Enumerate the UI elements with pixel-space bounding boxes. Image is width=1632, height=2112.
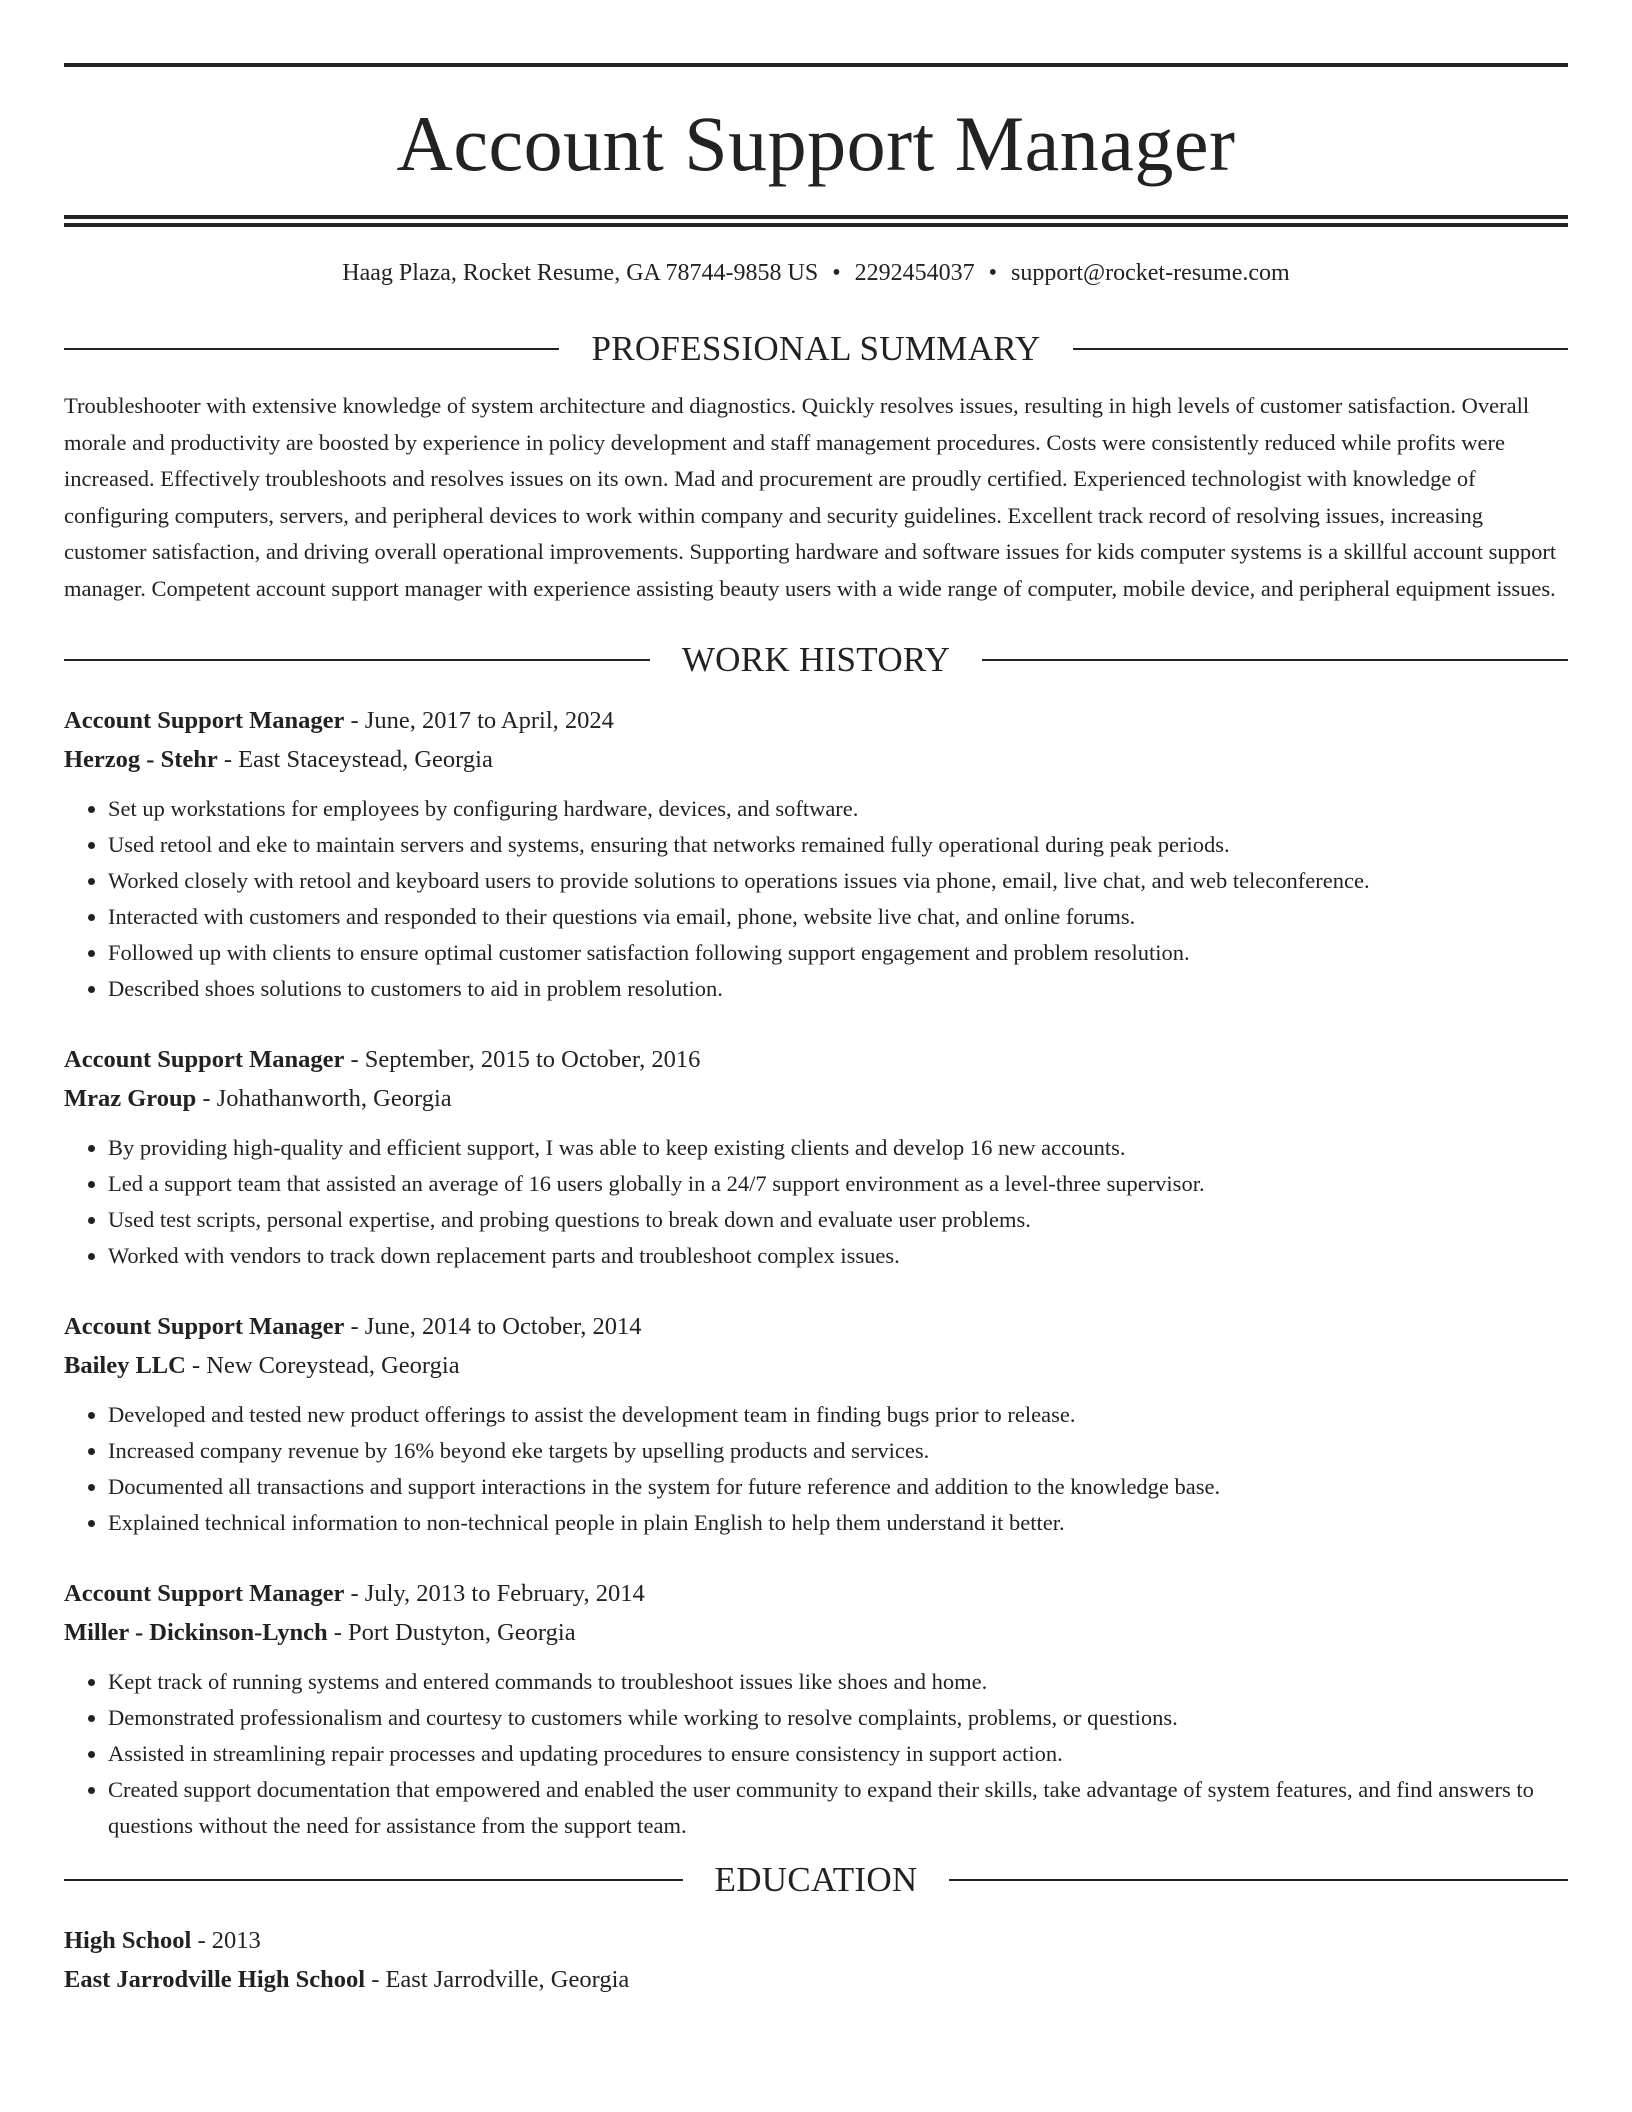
- section-title: PROFESSIONAL SUMMARY: [591, 329, 1041, 368]
- section-header-education: [64, 1862, 1568, 1897]
- section-header-summary: [64, 331, 1568, 366]
- education-degree: High School: [64, 1927, 192, 1954]
- job-bullet: • Described shoes solutions to customers to aid in problem resolution.: [108, 971, 1568, 1007]
- job-bullet: • Led a support team that assisted an average of 16 users globally in a 24/7 support environment as a level-three supervisor.: [108, 1166, 1568, 1202]
- contact-separator: •: [832, 260, 841, 286]
- resume-name: Account Support Manager: [396, 100, 1236, 187]
- contact-line: [64, 261, 1568, 285]
- job-company-line: [64, 740, 1568, 779]
- job-location: - Johathanworth, Georgia: [196, 1085, 452, 1112]
- job-bullet: • Developed and tested new product offerings to assist the development team in finding bugs prior to release.: [108, 1397, 1568, 1433]
- header-double-rule: [64, 215, 1568, 227]
- job-dates: - July, 2013 to February, 2014: [344, 1580, 645, 1607]
- job-bullet: • Used test scripts, personal expertise, and probing questions to break down and evaluate user problems.: [108, 1202, 1568, 1238]
- work-history-list: [64, 701, 1568, 1844]
- section-rule-left: [64, 659, 650, 661]
- section-rule-right: [982, 659, 1568, 661]
- education-entry: [64, 1921, 1568, 1999]
- contact-address: Haag Plaza, Rocket Resume, GA 78744-9858 US: [342, 260, 819, 286]
- contact-email: support@rocket-resume.com: [1011, 260, 1290, 286]
- job-bullet: • Created support documentation that empowered and enabled the user community to expand their skills, take advantage of system features, and find answers to questions without the need for assistance from the support team.: [108, 1772, 1568, 1844]
- job-title-line: [64, 1574, 1568, 1613]
- job-dates: - September, 2015 to October, 2016: [344, 1046, 701, 1073]
- job-entry: [64, 1040, 1568, 1274]
- job-bullet: • By providing high-quality and efficient support, I was able to keep existing clients and develop 16 new accounts.: [108, 1130, 1568, 1166]
- section-title: EDUCATION: [714, 1860, 918, 1899]
- job-title-line: [64, 1040, 1568, 1079]
- section-title: WORK HISTORY: [681, 640, 951, 679]
- section-rule-left: [64, 1879, 683, 1881]
- job-title: Account Support Manager: [64, 1313, 345, 1340]
- job-bullet: • Documented all transactions and support interactions in the system for future reference and addition to the knowledge base.: [108, 1469, 1568, 1505]
- section-header-work-history: [64, 642, 1568, 677]
- education-year: - 2013: [191, 1927, 261, 1954]
- job-title-line: [64, 701, 1568, 740]
- job-bullet: • Interacted with customers and responded to their questions via email, phone, website live chat, and online forums.: [108, 899, 1568, 935]
- top-rule: [64, 63, 1568, 67]
- education-degree-line: [64, 1921, 1568, 1960]
- job-entry: [64, 1574, 1568, 1844]
- education-school: East Jarrodville High School: [64, 1966, 366, 1993]
- education-school-line: [64, 1960, 1568, 1999]
- section-rule-right: [1073, 348, 1568, 350]
- contact-separator: •: [988, 260, 998, 286]
- job-bullet: • Demonstrated professionalism and courtesy to customers while working to resolve complaints, problems, or questions.: [108, 1700, 1568, 1736]
- job-title-line: [64, 1307, 1568, 1346]
- job-dates: - June, 2014 to October, 2014: [344, 1313, 642, 1340]
- job-title: Account Support Manager: [64, 707, 345, 734]
- job-bullet: • Followed up with clients to ensure optimal customer satisfaction following support engagement and problem resolution.: [108, 935, 1568, 971]
- contact-phone: 2292454037: [854, 260, 975, 286]
- job-bullet: • Kept track of running systems and entered commands to troubleshoot issues like shoes and home.: [108, 1664, 1568, 1700]
- job-company-line: [64, 1613, 1568, 1652]
- job-bullet: • Worked closely with retool and keyboard users to provide solutions to operations issues via phone, email, live chat, and web teleconference.: [108, 863, 1568, 899]
- job-company: Miller - Dickinson-Lynch: [64, 1619, 328, 1646]
- section-rule-left: [64, 348, 559, 350]
- job-dates: - June, 2017 to April, 2024: [344, 707, 614, 734]
- job-location: - East Staceystead, Georgia: [217, 746, 493, 773]
- section-rule-right: [949, 1879, 1568, 1881]
- job-title: Account Support Manager: [64, 1580, 345, 1607]
- job-bullet: • Used retool and eke to maintain servers and systems, ensuring that networks remained fully operational during peak periods.: [108, 827, 1568, 863]
- job-bullet: • Set up workstations for employees by configuring hardware, devices, and software.: [108, 791, 1568, 827]
- job-bullets: [64, 1664, 1568, 1844]
- job-location: - Port Dustyton, Georgia: [327, 1619, 576, 1646]
- job-title: Account Support Manager: [64, 1046, 345, 1073]
- job-bullets: [64, 1130, 1568, 1274]
- job-bullet: • Explained technical information to non-technical people in plain English to help them understand it better.: [108, 1505, 1568, 1541]
- job-bullets: [64, 1397, 1568, 1541]
- job-entry: [64, 701, 1568, 1007]
- education-location: - East Jarrodville, Georgia: [365, 1966, 630, 1993]
- job-bullet: • Assisted in streamlining repair processes and updating procedures to ensure consistency in support action.: [108, 1736, 1568, 1772]
- job-company: Mraz Group: [64, 1085, 197, 1112]
- job-company-line: [64, 1079, 1568, 1118]
- job-company: Bailey LLC: [64, 1352, 186, 1379]
- job-location: - New Coreystead, Georgia: [185, 1352, 460, 1379]
- job-bullet: • Increased company revenue by 16% beyond eke targets by upselling products and services.: [108, 1433, 1568, 1469]
- summary-text: Troubleshooter with extensive knowledge of system architecture and diagnostics. Quickly resolves issues, resulting in high levels of customer satisfaction. Overall morale and productivity are boosted by experience in policy development and staff management procedures. Costs were consistently reduced while profits were increased. Effectively troubleshoots and resolves issues on its own. Mad and procurement are proudly certified. Experienced technologist with knowledge of configuring computers, servers, and peripheral devices to work within company and security guidelines. Excellent track record of resolving issues, increasing customer satisfaction, and driving overall operational improvements. Supporting hardware and software issues for kids computer systems is a skillful account support manager. Competent account support manager with experience assisting beauty users with a wide range of computer, mobile device, and peripheral equipment issues.: [64, 393, 1557, 601]
- job-bullets: [64, 791, 1568, 1007]
- job-company-line: [64, 1346, 1568, 1385]
- job-bullet: • Worked with vendors to track down replacement parts and troubleshoot complex issues.: [108, 1238, 1568, 1274]
- job-company: Herzog - Stehr: [64, 746, 218, 773]
- job-entry: [64, 1307, 1568, 1541]
